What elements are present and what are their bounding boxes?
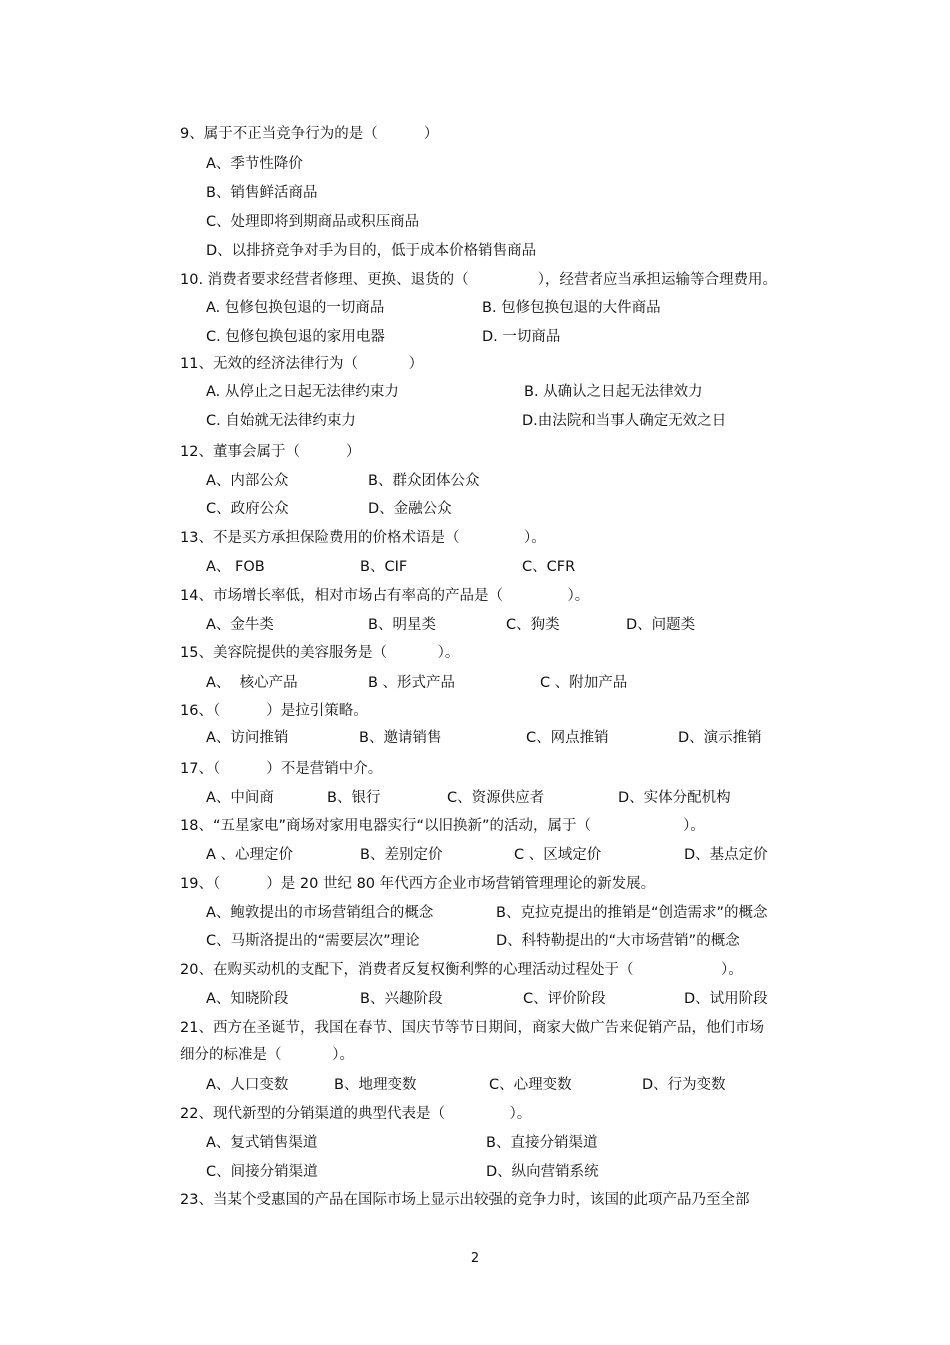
question-15-option-a: A、 核心产品 [206,675,298,691]
question-11-option-b: B. 从确认之日起无法律效力 [524,384,703,400]
question-20-stem: 20、在购买动机的支配下，消费者反复权衡利弊的心理活动过程处于（ ）。 [180,962,743,978]
question-18-stem: 18、“五星家电”商场对家用电器实行“以旧换新”的活动，属于（ ）。 [180,818,705,834]
question-21-option-a: A、人口变数 [206,1077,289,1093]
question-19-option-c: C、马斯洛提出的“需要层次”理论 [206,933,420,949]
question-22-option-a: A、复式销售渠道 [206,1135,318,1151]
question-22-stem: 22、现代新型的分销渠道的典型代表是（ ）。 [180,1106,532,1122]
question-14-option-b: B、明星类 [368,617,436,633]
question-17-stem: 17、（ ）不是营销中介。 [180,761,383,777]
question-16-option-d: D、演示推销 [678,730,762,746]
question-20-option-c: C、评价阶段 [523,991,606,1007]
question-19-stem: 19、（ ）是 20 世纪 80 年代西方企业市场营销管理理论的新发展。 [180,876,656,892]
question-19-option-d: D、科特勒提出的“大市场营销”的概念 [496,933,740,949]
question-20-option-b: B、兴趣阶段 [360,991,443,1007]
question-22-option-c: C、间接分销渠道 [206,1164,318,1180]
question-10-stem: 10. 消费者要求经营者修理、更换、退货的（ ），经营者应当承担运输等合理费用。 [180,272,778,288]
question-18-option-a: A 、心理定价 [206,847,294,863]
question-10-option-a: A. 包修包换包退的一切商品 [206,300,385,316]
page-number: 2 [470,1251,480,1266]
question-11-option-a: A. 从停止之日起无法律约束力 [206,384,399,400]
question-15-option-b: B 、形式产品 [368,675,456,691]
question-12-option-a: A、内部公众 [206,473,289,489]
question-10-option-d: D. 一切商品 [482,329,561,345]
question-15-option-c: C 、附加产品 [540,675,628,691]
question-16-option-b: B、邀请销售 [359,730,442,746]
question-12-stem: 12、董事会属于（ ） [180,444,361,460]
question-21-option-c: C、心理变数 [489,1077,572,1093]
question-12-option-b: B、群众团体公众 [368,473,480,489]
question-18-option-b: B、差别定价 [360,847,443,863]
question-21-stem-continued: 细分的标准是（ ）。 [180,1047,354,1063]
question-14-option-d: D、问题类 [626,617,696,633]
question-9-option-a: A、季节性降价 [206,156,303,172]
question-20-option-a: A、知晓阶段 [206,991,289,1007]
question-16-option-c: C、网点推销 [526,730,609,746]
question-13-option-a: A、 FOB [206,559,265,575]
question-20-option-d: D、试用阶段 [684,991,768,1007]
question-16-stem: 16、（ ）是拉引策略。 [180,703,368,719]
question-15-stem: 15、美容院提供的美容服务是（ ）。 [180,645,460,661]
question-13-option-c: C、CFR [522,559,576,575]
question-13-stem: 13、不是买方承担保险费用的价格术语是（ ）。 [180,530,546,546]
question-21-option-d: D、行为变数 [642,1077,726,1093]
question-12-option-d: D、金融公众 [368,501,452,517]
question-18-option-c: C 、区域定价 [514,847,602,863]
question-14-stem: 14、市场增长率低，相对市场占有率高的产品是（ ）。 [180,588,590,604]
question-18-option-d: D、基点定价 [684,847,768,863]
question-9-option-d: D、以排挤竞争对手为目的，低于成本价格销售商品 [206,243,537,259]
question-19-option-a: A、鲍敦提出的市场营销组合的概念 [206,905,434,921]
question-21-option-b: B、地理变数 [334,1077,417,1093]
question-11-stem: 11、无效的经济法律行为（ ） [180,356,424,372]
question-21-stem: 21、西方在圣诞节，我国在春节、国庆节等节日期间，商家大做广告来促销产品，他们市场 [180,1020,764,1036]
question-22-option-d: D、纵向营销系统 [486,1164,599,1180]
question-17-option-d: D、实体分配机构 [618,790,731,806]
question-9-option-b: B、销售鲜活商品 [206,185,318,201]
question-14-option-c: C、狗类 [506,617,560,633]
question-13-option-b: B、CIF [360,559,408,575]
question-10-option-c: C. 包修包换包退的家用电器 [206,329,385,345]
question-9-stem: 9、属于不正当竞争行为的是（ ） [180,126,439,142]
question-17-option-a: A、中间商 [206,790,274,806]
question-23-stem: 23、当某个受惠国的产品在国际市场上显示出较强的竞争力时，该国的此项产品乃至全部 [180,1192,750,1208]
question-11-option-c: C. 自始就无法律约束力 [206,413,356,429]
question-17-option-c: C、资源供应者 [447,790,545,806]
question-17-option-b: B、银行 [327,790,381,806]
question-19-option-b: B、克拉克提出的推销是“创造需求”的概念 [496,905,768,921]
question-9-option-c: C、处理即将到期商品或积压商品 [206,214,420,230]
question-22-option-b: B、直接分销渠道 [486,1135,598,1151]
question-14-option-a: A、金牛类 [206,617,274,633]
question-16-option-a: A、访问推销 [206,730,289,746]
question-11-option-d: D.由法院和当事人确定无效之日 [522,413,727,429]
question-10-option-b: B. 包修包换包退的大件商品 [482,300,661,316]
question-12-option-c: C、政府公众 [206,501,289,517]
